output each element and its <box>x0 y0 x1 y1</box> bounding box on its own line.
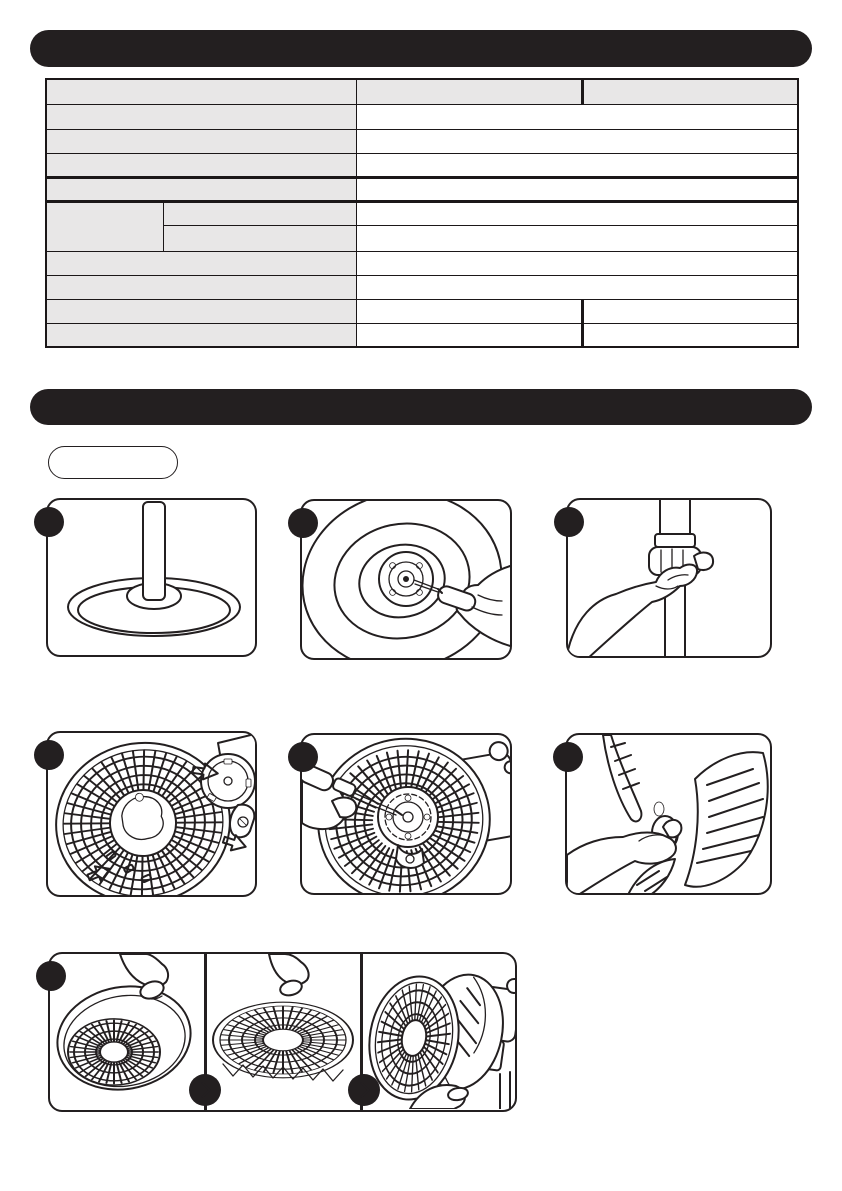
row-value-cell <box>356 299 582 323</box>
table-row <box>46 323 798 347</box>
frame-placing-front-grille <box>50 954 204 1110</box>
table-row <box>46 129 798 153</box>
final-step-panel <box>48 952 517 1112</box>
step-number-badge <box>554 507 584 537</box>
step-number-badge <box>34 740 64 770</box>
row-value-cell <box>356 225 798 251</box>
table-row <box>46 201 798 225</box>
step-number-badge <box>553 742 583 772</box>
row-value-cell <box>356 201 798 225</box>
sub-label-cell <box>163 201 356 225</box>
final-assembly-strip <box>50 954 515 1110</box>
chevron-right-icon <box>348 1074 380 1106</box>
row-label-cell <box>46 177 356 201</box>
motor-hub-screwdriver-illustration <box>302 501 510 658</box>
row-value-cell <box>356 129 798 153</box>
row-value-cell <box>356 251 798 275</box>
header-value-cell-2 <box>582 79 798 104</box>
step-panel-2 <box>300 499 512 660</box>
row-label-cell <box>46 299 356 323</box>
row-label-cell <box>46 153 356 177</box>
row-label-cell <box>46 275 356 299</box>
row-label-cell <box>46 129 356 153</box>
step-number-badge <box>36 961 66 991</box>
frame-assembled-side-view <box>362 954 515 1110</box>
spec-table <box>45 78 799 348</box>
blade-attachment-illustration <box>567 735 770 893</box>
row-value-cell <box>356 104 798 129</box>
table-row <box>46 275 798 299</box>
assembly-subsection-pill <box>48 446 178 479</box>
table-row <box>46 299 798 323</box>
table-row <box>46 251 798 275</box>
row-label-cell <box>46 323 356 347</box>
row-value-cell <box>356 275 798 299</box>
step-panel-5 <box>300 733 512 895</box>
step-panel-6 <box>565 733 772 895</box>
sub-label-cell <box>163 225 356 251</box>
table-row <box>46 104 798 129</box>
table-row <box>46 177 798 201</box>
table-row <box>46 153 798 177</box>
specifications-section-bar <box>30 30 812 67</box>
assembly-section-bar <box>30 389 812 425</box>
row-value-cell <box>356 323 582 347</box>
step-number-badge <box>288 508 318 538</box>
group-label-cell <box>46 201 163 251</box>
row-value-cell <box>356 177 798 201</box>
header-label-cell <box>46 79 356 104</box>
step-number-badge <box>288 742 318 772</box>
step-number-badge <box>34 507 64 537</box>
fan-base-illustration <box>48 500 255 655</box>
table-row <box>46 79 798 104</box>
rear-grille-motor-illustration <box>48 733 255 895</box>
row-value-cell <box>582 323 798 347</box>
step-panel-4 <box>46 731 257 897</box>
row-label-cell <box>46 104 356 129</box>
step-panel-3 <box>566 498 772 658</box>
step-panel-1 <box>46 498 257 657</box>
row-value-cell <box>356 153 798 177</box>
row-label-cell <box>46 251 356 275</box>
frame-grille-flat <box>207 954 360 1110</box>
grille-fastening-illustration <box>302 735 510 893</box>
pole-lock-nut-illustration <box>568 500 770 656</box>
header-value-cell-1 <box>356 79 582 104</box>
chevron-right-icon <box>189 1074 221 1106</box>
row-value-cell <box>582 299 798 323</box>
